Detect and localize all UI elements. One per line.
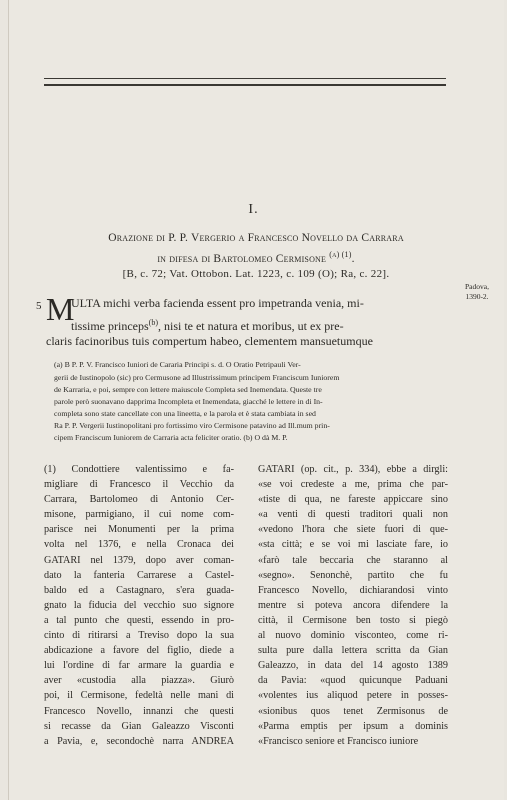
footnote-line: «tiste di qua, ne fareste appiccare sino <box>258 494 448 506</box>
top-rule-thick <box>44 84 446 86</box>
footnote-column-right <box>258 462 448 749</box>
apparatus-line: parole però suonavano dapprima Incompleta et Inemendata, giacché le lettere in di In- <box>54 397 323 406</box>
heading-line-2-end: . <box>351 252 355 265</box>
apparatus-line: Ra P. P. Vergerii Iustinopolitani pro fortissimo viro Cermisone patavino ad Ill.mum prin- <box>54 421 330 430</box>
margin-note-date: 1390-2. <box>465 292 489 301</box>
footnote-line: a Pavia, e, secondochè narra ANDREA <box>44 735 234 747</box>
footnote-line: Francesco Novello, innanzi che questi <box>44 705 234 717</box>
line-number: 5 <box>36 300 42 312</box>
main-text-line-3: claris facinoribus tuis compertum habeo, clementem mansuetumque <box>46 334 373 348</box>
footnote-line: «volentes ius aliquod petere in posses- <box>258 690 448 702</box>
footnote-line: Francesco Novello, dichiarandosi vinto <box>258 584 448 596</box>
footnote-line: «vedono l'hora che siete fuori di que- <box>258 524 448 536</box>
footnote-line: cinto di ritirarsi a Treviso dopo la sua <box>44 630 234 642</box>
footnote-line: misone, parmigiano, il cui nome com- <box>44 509 234 521</box>
footnote-line: «sionibus quos tenet Zermisonus de <box>258 705 448 717</box>
top-rule-thin <box>44 78 446 79</box>
footnote-line: parisce nei Monumenti per la prima <box>44 524 234 536</box>
heading-line-1 <box>40 230 472 247</box>
main-text-line-2a: tissime princeps <box>71 319 149 333</box>
apparatus-line: (a) B P. P. V. Francisco Iuniori de Cararia Principi s. d. O Oratio Petripauli Ver- <box>54 360 301 369</box>
drop-cap: M <box>46 291 75 327</box>
section-number: I. <box>248 202 259 217</box>
footnote-ref-b: (b) <box>148 318 158 327</box>
footnote-line: «sta città; e se voi mi lasciate fare, io <box>258 539 448 551</box>
footnote-line: aver «custodia alla piazza». Giurò <box>44 675 234 687</box>
manuscript-sources: [B, c. 72; Vat. Ottobon. Lat. 1223, c. 109 (O); Ra, c. 22]. <box>122 268 390 280</box>
footnote-column-left <box>44 462 234 749</box>
margin-note <box>452 282 502 302</box>
footnote-line: volta nel 1376, e nella Cronaca dei <box>44 539 234 551</box>
footnote-line: «Francisco seniore et Francisco iuniore <box>258 735 419 747</box>
footnote-line: GATARI nel 1379, dopo aver coman- <box>44 554 234 566</box>
footnote-line: mentre si poteva ancora difendere la <box>258 599 448 611</box>
footnote-line: dato la fanteria Carrarese a Castel- <box>44 569 234 581</box>
footnote-line: Galeazzo, in data del 14 agosto 1389 <box>258 660 448 672</box>
footnote-line: Carrara, Bartolomeo di Antonio Cer- <box>44 494 234 506</box>
footnote-line: poi, il Cermisone, fedeltà nelle mani di <box>44 690 234 702</box>
footnote-line: gnato la fiducia del vecchio suo signore <box>44 599 234 611</box>
apparatus-line: cipem Franciscum Iuniorem de Carraria acta feliciter oratio. (b) O dà M. P. <box>54 433 288 442</box>
footnote-line: migliare di Francesco il Vecchio da <box>44 479 234 491</box>
apparatus-line: gerii de Iustinopolo (sic) pro Cermusone ad Illustrissimum principem Franciscum Iuniorem <box>54 373 340 382</box>
footnote-line: (1) Condottiere valentissimo e fa- <box>44 464 234 475</box>
heading-line-1-text: Orazione di P. P. Vergerio a Francesco Novello da Carrara <box>108 232 404 244</box>
footnote-line: GATARI (op. cit., p. 334), ebbe a dirgli: <box>258 464 448 475</box>
footnote-line: «Parma emptis per ipsum a dominis <box>258 720 448 732</box>
footnote-line: lui l'ordine di far armare la guardia e <box>44 660 234 672</box>
footnote-refs: (a) (1) <box>329 250 352 259</box>
footnote-line: da Pavia: «quod quicunque Paduani <box>258 675 448 687</box>
footnote-line: «farò tale beccaria che staranno al <box>258 554 448 566</box>
footnote-line: «a venti di questi traditori quali non <box>258 509 448 521</box>
apparatus-line: de Karraria, e poi, sempre con lettere maiuscole Completa sed Inemendata. Queste tre <box>54 385 322 394</box>
footnote-line: «segno». Senonchè, partito che fu <box>258 569 448 581</box>
main-text-line-2b: , nisi te et natura et moribus, ut ex pre- <box>157 319 344 333</box>
footnote-line: sulta pure dalla lettera scritta da Gian <box>258 645 448 657</box>
main-text-line-1: ULTA michi verba facienda essent pro impetranda venia, mi- <box>71 296 364 310</box>
heading-line-2-text: in difesa di Bartolomeo Cermisone <box>157 252 327 265</box>
footnote-line: città, il Cermisone ben tosto si piegò <box>258 614 448 626</box>
footnote-line: abdicazione a favore del figlio, diede a <box>44 645 234 657</box>
footnote-line: a tal punto che questi, essendo in pro- <box>44 614 234 626</box>
footnote-line: si recasse da Gian Galeazzo Visconti <box>44 720 234 732</box>
footnote-line: «se voi credeste a me, prima che par- <box>258 479 448 491</box>
footnote-line: al nuovo dominio visconteo, come ri- <box>258 630 448 642</box>
margin-note-place: Padova, <box>465 282 489 291</box>
apparatus-line: completa sono state cancellate con una lineetta, e la parola et è stata cambiata in sed <box>54 409 316 418</box>
footnote-line: baldo ed a Castagnaro, s'era guada- <box>44 584 234 596</box>
heading-line-2 <box>40 246 472 268</box>
